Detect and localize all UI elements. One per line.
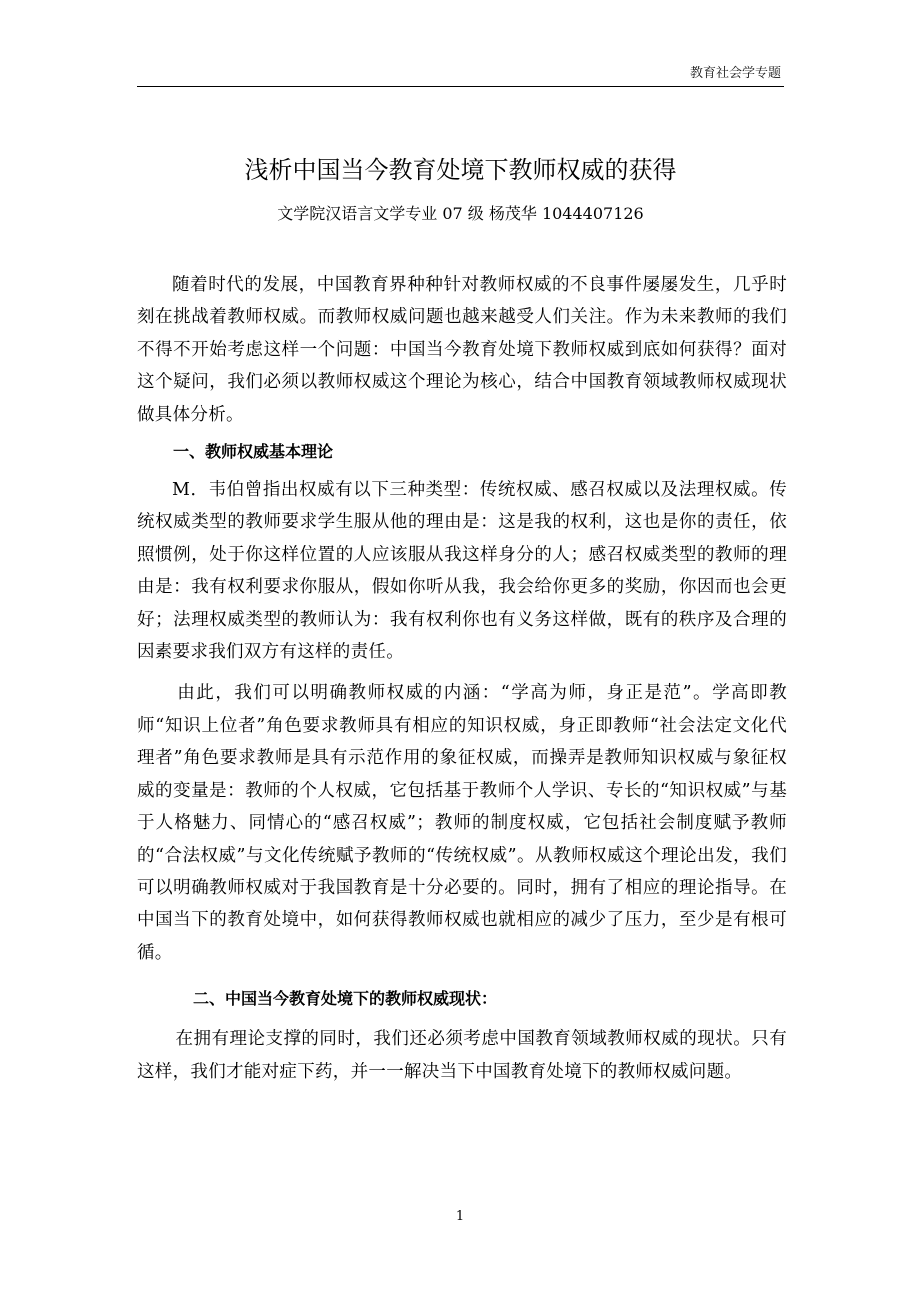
intro-paragraph: 随着时代的发展，中国教育界种种针对教师权威的不良事件屡屡发生，几乎时刻在挑战着教师权威。而教师权威问题也越来越受人们关注。作为未来教师的我们不得不开始考虑这样一个问题：中国当今教育处境下教师权威到底如何获得？面对这个疑问，我们必须以教师权威这个理论为核心，结合中国教育领域教师权威现状做具体分析。 (137, 275, 787, 425)
page-number: 1 (455, 1209, 465, 1224)
section-1-paragraph-2: 由此，我们可以明确教师权威的内涵：“学高为师，身正是范”。学高即教师“知识上位者”角色要求教师具有相应的知识权威，身正即教师“社会法定文化代理者”角色要求教师是具有示范作用的象征权威，而操弄是教师知识权威与象征权威的变量是：教师的个人权威，它包括基于教师个人学识、专长的“知识权威”与基于人格魅力、同情心的“感召权威”；教师的制度权威，它包括社会制度赋予教师的“合法权威”与文化传统赋予教师的“传统权威”。从教师权威这个理论出发，我们可以明确教师权威对于我国教育是十分必要的。同时，拥有了相应的理论指导。在中国当下的教育处境中，如何获得教师权威也就相应的减少了压力，至少是有根可循。 (137, 683, 787, 963)
article-body (137, 269, 787, 1088)
article-title: 浅析中国当今教育处境下教师权威的获得 (244, 156, 677, 184)
section-1-paragraph-1: M．韦伯曾指出权威有以下三种类型：传统权威、感召权威以及法理权威。传统权威类型的教师要求学生服从他的理由是：这是我的权利，这也是你的责任，依照惯例，处于你这样位置的人应该服从我这样身分的人；感召权威类型的教师的理由是：我有权利要求你服从，假如你听从我，我会给你更多的奖励，你因而也会更好；法理权威类型的教师认为：我有权利你也有义务这样做，既有的秩序及合理的因素要求我们双方有这样的责任。 (137, 480, 787, 663)
section-2-paragraph-1: 在拥有理论支撑的同时，我们还必须考虑中国教育领域教师权威的现状。只有这样，我们才能对症下药，并一一解决当下中国教育处境下的教师权威问题。 (137, 1029, 787, 1082)
running-header: 教育社会学专题 (689, 66, 781, 81)
section-2-heading: 二、中国当今教育处境下的教师权威现状： (193, 989, 498, 1009)
article-byline: 文学院汉语言文学专业 07 级 杨茂华 1044407126 (277, 204, 644, 223)
header-rule (137, 86, 784, 87)
section-1-heading: 一、教师权威基本理论 (173, 442, 334, 462)
